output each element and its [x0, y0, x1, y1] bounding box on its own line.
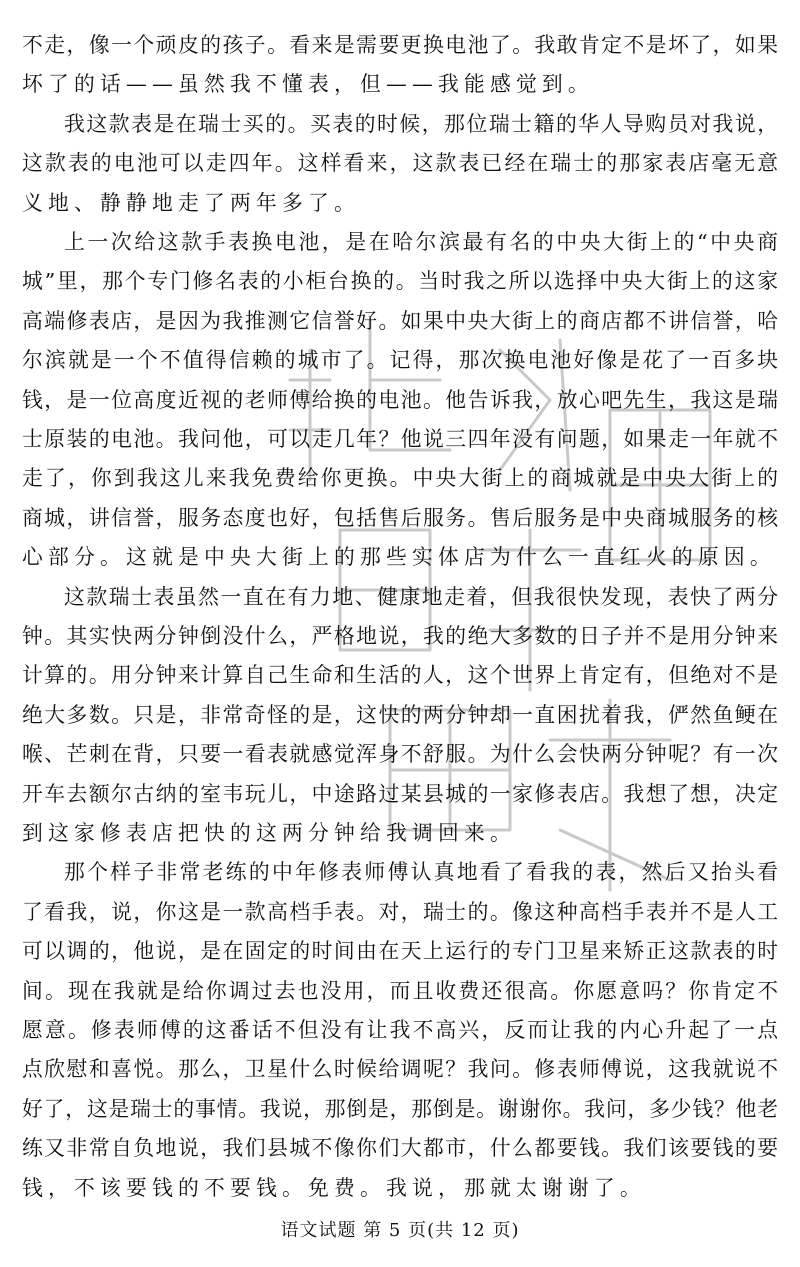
page-footer: 语文试题 第 5 页(共 12 页) — [280, 1220, 520, 1241]
text-line: 钱，是一位高度近视的老师傅给换的电池。他告诉我，放心吧先生，我这是瑞 — [22, 387, 778, 412]
text-line: 商城，讲信誉，服务态度也好，包括售后服务。售后服务是中央商城服务的核 — [22, 505, 778, 530]
text-line: 士原装的电池。我问他，可以走几年？他说三四年没有问题，如果走一年就不 — [22, 427, 778, 451]
text-line: 钱，不该要钱的不要钱。免费。我说，那就太谢谢了。 — [22, 1175, 646, 1200]
text-line: 上一次给这款手表换电池，是在哈尔滨最有名的中央大街上的“中央商 — [64, 230, 778, 254]
text-line: 到这家修表店把快的这两分钟给我调回来。 — [22, 821, 516, 845]
text-line: 点欣慰和喜悦。那么，卫星什么时候给调呢？我问。修表师傅说，这我就说不 — [22, 1057, 778, 1082]
text-line: 尔滨就是一个不值得信赖的城市了。记得，那次换电池好像是花了一百多块 — [22, 348, 778, 373]
text-line: 心部分。这就是中央大街上的那些实体店为什么一直红火的原因。 — [22, 545, 776, 570]
text-line: 坏了的话——虽然我不懂表，但——我能感觉到。 — [22, 72, 594, 97]
text-line: 间。现在我就是给你调过去也没用，而且收费还很高。你愿意吗？你肯定不 — [22, 978, 778, 1003]
text-line: 走了，你到我这儿来我免费给你更换。中央大街上的商城就是中央大街上的 — [22, 466, 778, 491]
text-line: 练又非常自负地说，我们县城不像你们大都市，什么都要钱。我们该要钱的要 — [22, 1136, 778, 1161]
text-line: 开车去额尔古纳的室韦玩儿，中途路过某县城的一家修表店。我想了想，决定 — [22, 781, 778, 806]
text-line: 那个样子非常老练的中年修表师傅认真地看了看我的表，然后又抬头看 — [64, 860, 778, 885]
text-line: 绝大多数。只是，非常奇怪的是，这快的两分钟却一直困扰着我，俨然鱼鲠在 — [22, 702, 778, 727]
text-line: 好了，这是瑞士的事情。我说，那倒是，那倒是。谢谢你。我问，多少钱？他老 — [22, 1096, 778, 1121]
text-line: 喉、芒刺在背，只要一看表就感觉浑身不舒服。为什么会快两分钟呢？有一次 — [22, 742, 778, 767]
text-line: 计算的。用分钟来计算自己生命和生活的人，这个世界上肯定有，但绝对不是 — [22, 663, 778, 688]
text-line: 愿意。修表师傅的这番话不但没有让我不高兴，反而让我的内心升起了一点 — [22, 1018, 778, 1042]
text-line: 不走，像一个顽皮的孩子。看来是需要更换电池了。我敢肯定不是坏了，如果 — [22, 33, 778, 57]
text-line: 我这款表是在瑞士买的。买表的时候，那位瑞士籍的华人导购员对我说， — [64, 111, 778, 136]
text-line: 这款表的电池可以走四年。这样看来，这款表已经在瑞士的那家表店毫无意 — [22, 151, 778, 176]
text-line: 城”里，那个专门修名表的小柜台换的。当时我之所以选择中央大街上的这家 — [22, 269, 778, 294]
text-line: 高端修表店，是因为我推测它信誉好。如果中央大街上的商店都不讲信誉，哈 — [22, 308, 778, 333]
text-line: 可以调的，他说，是在固定的时间由在天上运行的专门卫星来矫正这款表的时 — [22, 939, 778, 964]
text-line: 这款瑞士表虽然一直在有力地、健康地走着，但我很快发现，表快了两分 — [64, 584, 778, 609]
text-line: 了看我，说，你这是一款高档手表。对，瑞士的。像这种高档手表并不是人工 — [22, 899, 778, 924]
text-line: 义地、静静地走了两年多了。 — [22, 190, 360, 215]
text-line: 钟。其实快两分钟倒没什么，严格地说，我的绝大多数的日子并不是用分钟来 — [22, 624, 778, 648]
